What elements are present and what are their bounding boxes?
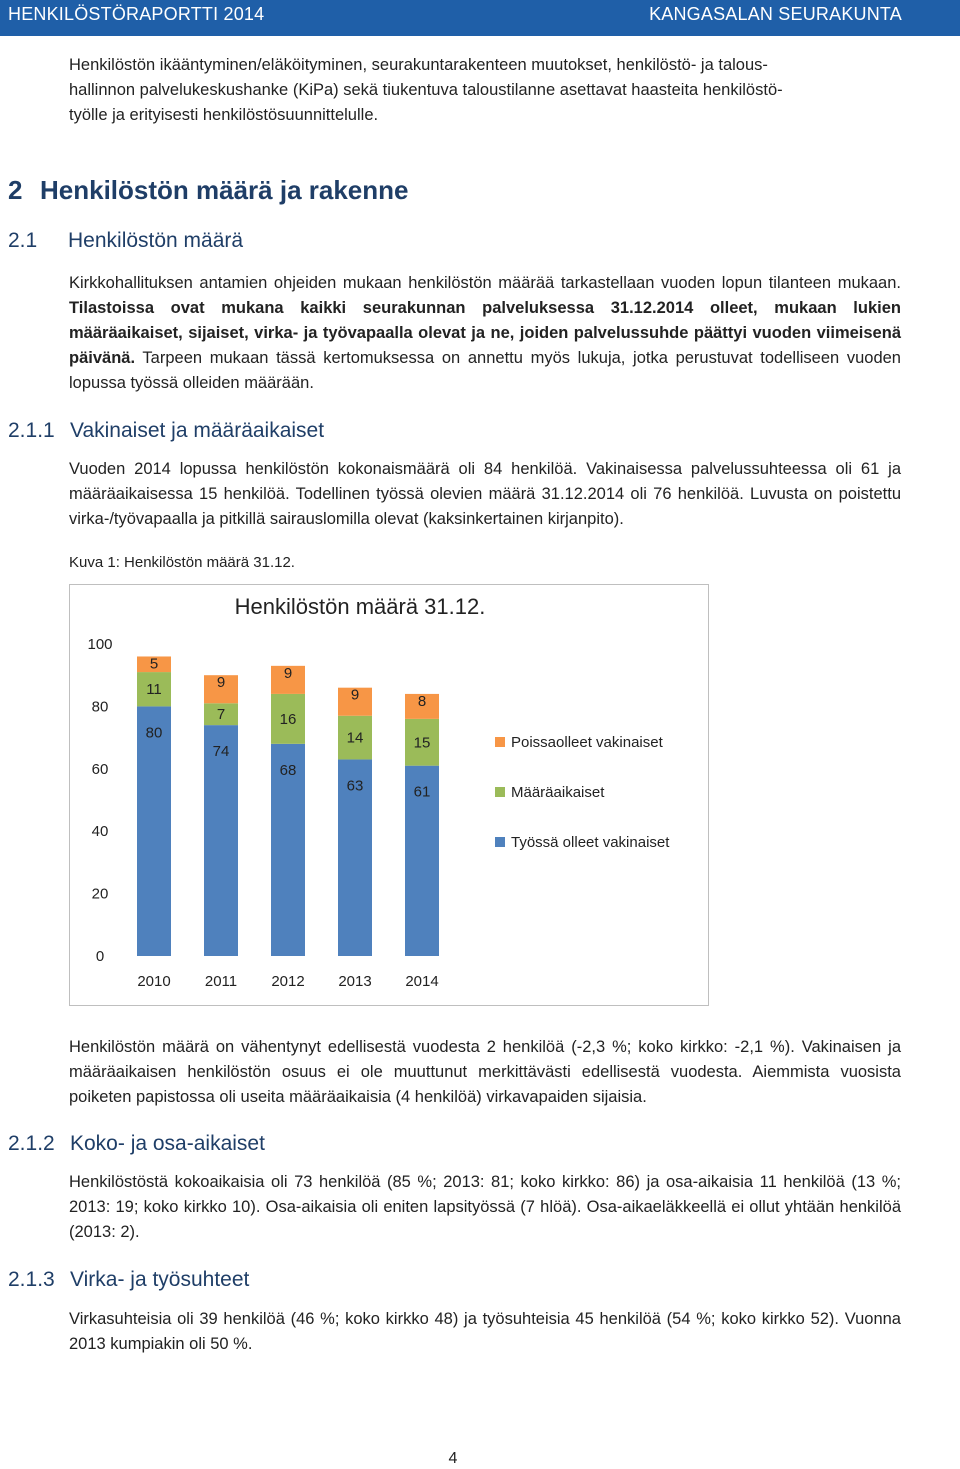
legend-swatch	[495, 787, 505, 797]
section-2-1-3-paragraph: Virkasuhteisia oli 39 henkilöä (46 %; koko kirkko 48) ja työsuhteisia 45 henkilöä (54 %; koko kirkko 52). Vuonna 2013 kumpiakin oli 50 %.	[69, 1310, 901, 1353]
data-label: 9	[283, 664, 293, 682]
report-title: HENKILÖSTÖRAPORTTI 2014	[8, 4, 265, 24]
data-label: 61	[413, 783, 431, 801]
page-header	[0, 0, 960, 36]
intro-paragraph	[69, 53, 901, 128]
legend-label: Työssä olleet vakinaiset	[511, 834, 670, 851]
intro-line: työlle ja erityisesti henkilöstösuunnittelulle.	[69, 106, 379, 124]
data-label: 63	[346, 777, 364, 795]
data-label: 9	[216, 674, 226, 692]
x-tick-label: 2010	[137, 973, 171, 990]
data-label: 80	[145, 724, 163, 742]
staff-chart	[69, 584, 709, 1006]
y-tick-label: 60	[91, 760, 109, 778]
section-heading-2-1-3: 2.1.3 Virka- ja työsuhteet	[8, 1268, 250, 1291]
data-label: 74	[212, 743, 230, 761]
chart-title: Henkilöstön määrä 31.12.	[234, 594, 486, 619]
data-label: 8	[417, 692, 427, 710]
bar-segment	[137, 706, 171, 956]
y-tick-label: 100	[87, 636, 113, 653]
section-2-1-2-paragraph: Henkilöstöstä kokoaikaisia oli 73 henkilöä (85 %; 2013: 81; koko kirkko: 86) ja osa-aikaisia 11 henkilöä (13 %; 2013: 19; koko kirkko 10). Osa-aikaisia oli eniten lapsityössä (7 hlöä). Osa-aikaeläkkeellä ei ollut yhtään henkilöä (2013: 2).	[69, 1173, 901, 1241]
legend-label: Määräaikaiset	[511, 784, 605, 801]
section-2-1-1-paragraph: Vuoden 2014 lopussa henkilöstön kokonaismäärä oli 84 henkilöä. Vakinaisessa palvelussuhteessa oli 61 ja määräaikaisessa 15 henkilöä. Todellinen työssä olevien määrä 31.12.2014 oli 76 henkilöä. Luvusta on poistettu virka-/työvapaalla ja pitkillä sairauslomilla olevat (kaksinkertainen kirjanpito).	[69, 460, 901, 528]
data-label: 14	[346, 729, 364, 747]
legend-swatch	[495, 737, 505, 747]
section-heading-2-1-1: 2.1.1 Vakinaiset ja määräaikaiset	[8, 419, 325, 442]
section-heading-2: 2 Henkilöstön määrä ja rakenne	[8, 175, 409, 205]
data-label: 68	[279, 761, 297, 779]
data-label: 11	[146, 681, 162, 699]
x-tick-label: 2014	[405, 973, 439, 990]
x-tick-label: 2012	[271, 973, 305, 990]
section-heading-2-1: 2.1 Henkilöstön määrä	[8, 229, 244, 252]
data-label: 9	[350, 686, 360, 704]
page-number: 4	[448, 1450, 458, 1467]
y-tick-label: 20	[91, 885, 109, 903]
y-tick-label: 80	[91, 698, 109, 716]
chart-svg	[70, 585, 708, 1005]
x-tick-label: 2011	[204, 973, 238, 990]
section-heading-2-1-2: 2.1.2 Koko- ja osa-aikaiset	[8, 1132, 265, 1155]
data-label: 15	[413, 734, 431, 752]
data-label: 7	[216, 706, 226, 724]
figure-caption: Kuva 1: Henkilöstön määrä 31.12.	[69, 554, 295, 571]
after-chart-paragraph: Henkilöstön määrä on vähentynyt edellisestä vuodesta 2 henkilöä (-2,3 %; koko kirkko: -2,1 %). Vakinaisen ja määräaikaisen henkilöstön osuus ei ole muuttunut merkittävästi edellisestä vuodesta. Aiemmista vuosista poiketen papistossa oli useita määräaikaisia (4 henkilöä) virkavapaiden sijaisia.	[69, 1038, 901, 1106]
data-label: 16	[279, 710, 297, 728]
section-2-1-paragraph: Kirkkohallituksen antamien ohjeiden mukaan henkilöstön määrää tarkastellaan vuoden lopun tilanteen mukaan. Tilastoissa ovat mukana kaikki seurakunnan palveluksessa 31.12.2014 olleet, mukaan lukien määräaikaiset, sijaiset, virka- ja työvapaalla olevat ja ne, joiden palvelussuhde päättyi vuoden viimeisenä päivänä. Tarpeen mukaan tässä kertomuksessa on annettu myös lukuja, jotka perustuvat todelliseen vuoden lopussa työssä olleiden määrään.	[69, 274, 901, 392]
organization-name: KANGASALAN SEURAKUNTA	[649, 4, 902, 24]
y-tick-label: 0	[95, 948, 105, 965]
legend-label: Poissaolleet vakinaiset	[511, 734, 663, 751]
intro-line: hallinnon palvelukeskushanke (KiPa) sekä tiukentuva taloustilanne asettavat haasteita henkilöstö-	[69, 81, 783, 99]
intro-line: Henkilöstön ikääntyminen/eläköityminen, seurakuntarakenteen muutokset, henkilöstö- ja talous-	[69, 56, 768, 74]
bold-statement: Tilastoissa ovat mukana kaikki seurakunnan palveluksessa 31.12.2014 olleet, mukaan lukien määräaikaiset, sijaiset, virka- ja työvapaalla olevat ja ne, joiden palvelussuhde päättyi vuoden viimeisenä päivänä.	[69, 299, 901, 367]
x-tick-label: 2013	[338, 973, 372, 990]
data-label: 5	[149, 655, 159, 673]
y-tick-label: 40	[91, 823, 109, 841]
legend-swatch	[495, 837, 505, 847]
